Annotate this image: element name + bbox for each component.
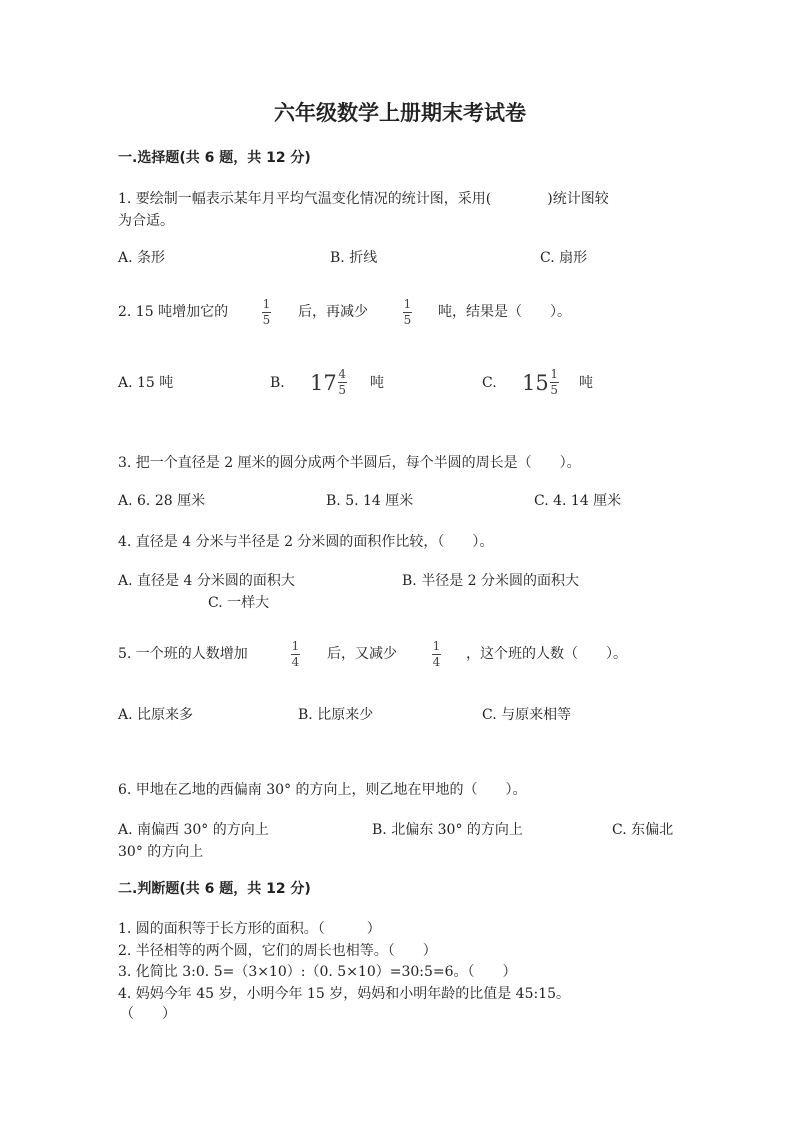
denominator: 5: [262, 313, 271, 327]
judgement-item: 1. 圆的面积等于长方形的面积。（ ）: [118, 921, 381, 937]
question-2-part1: 2. 15 吨增加它的: [118, 304, 229, 320]
q2-option-b-label: B.: [270, 375, 285, 391]
fraction: [550, 368, 559, 397]
q6-option-a: A. 南偏西 30° 的方向上: [118, 822, 269, 838]
numerator: 1: [291, 639, 300, 653]
denominator: 5: [403, 313, 412, 327]
q2-option-b-unit: 吨: [370, 375, 384, 391]
whole-part: 15: [522, 370, 549, 395]
q6-option-c-cont: 30° 的方向上: [118, 844, 204, 860]
numerator: 1: [432, 639, 441, 653]
judgement-item: 2. 半径相等的两个圆，它们的周长也相等。（ ）: [118, 943, 437, 959]
q1-option-a: A. 条形: [118, 250, 166, 266]
numerator: 1: [550, 367, 559, 381]
question-1-text: 1. 要绘制一幅表示某年月平均气温变化情况的统计图，采用( )统计图较: [118, 191, 609, 207]
q3-option-a: A. 6. 28 厘米: [118, 493, 206, 509]
q4-option-b: B. 半径是 2 分米圆的面积大: [402, 573, 579, 589]
question-4-text: 4. 直径是 4 分米与半径是 2 分米圆的面积作比较，（ ）。: [118, 534, 494, 550]
fraction: [432, 640, 441, 669]
fraction: [403, 298, 412, 327]
q6-option-c: C. 东偏北: [612, 822, 674, 838]
q5-option-a: A. 比原来多: [118, 707, 194, 723]
denominator: 5: [338, 383, 347, 397]
fraction: [262, 298, 271, 327]
denominator: 4: [432, 655, 441, 669]
q1-option-c: C. 扇形: [540, 250, 588, 266]
q2-option-c-label: C.: [482, 375, 497, 391]
question-5-part3: ，这个班的人数（ ）。: [466, 646, 627, 662]
question-1-text-cont: 为合适。: [118, 213, 174, 229]
question-2-part3: 吨，结果是（ ）。: [438, 304, 571, 320]
section-heading-judgement: 二.判断题(共 6 题，共 12 分): [118, 881, 311, 897]
whole-part: 17: [310, 370, 337, 395]
question-5-part2: 后，又减少: [327, 646, 397, 662]
q2-option-c-unit: 吨: [579, 375, 593, 391]
q5-option-c: C. 与原来相等: [482, 707, 572, 723]
q5-option-b: B. 比原来少: [298, 707, 374, 723]
question-2-part2: 后，再减少: [298, 304, 368, 320]
numerator: 1: [403, 297, 412, 311]
q4-option-c: C. 一样大: [208, 595, 270, 611]
numerator: 4: [338, 367, 347, 381]
q2-option-c-mixed-number: [522, 368, 559, 397]
q3-option-b: B. 5. 14 厘米: [326, 493, 414, 509]
q3-option-c: C. 4. 14 厘米: [534, 493, 622, 509]
question-3-text: 3. 把一个直径是 2 厘米的圆分成两个半圆后，每个半圆的周长是（ ）。: [118, 455, 581, 471]
judgement-item-cont: （ ）: [120, 1006, 176, 1022]
q6-option-b: B. 北偏东 30° 的方向上: [372, 822, 523, 838]
q2-option-a: A. 15 吨: [118, 375, 174, 391]
denominator: 5: [550, 383, 559, 397]
numerator: 1: [262, 297, 271, 311]
section-heading-choice: 一.选择题(共 6 题，共 12 分): [118, 150, 311, 166]
question-5-part1: 5. 一个班的人数增加: [118, 646, 248, 662]
q2-option-b-mixed-number: [310, 368, 347, 397]
q1-option-b: B. 折线: [330, 250, 378, 266]
fraction: [338, 368, 347, 397]
denominator: 4: [291, 655, 300, 669]
judgement-item: 4. 妈妈今年 45 岁，小明今年 15 岁，妈妈和小明年龄的比值是 45:15。: [118, 986, 571, 1002]
page-title: 六年级数学上册期末考试卷: [274, 100, 526, 125]
question-6-text: 6. 甲地在乙地的西偏南 30° 的方向上，则乙地在甲地的（ ）。: [118, 782, 527, 798]
q4-option-a: A. 直径是 4 分米圆的面积大: [118, 573, 295, 589]
judgement-item: 3. 化简比 3:0. 5=（3×10）:（0. 5×10）=30:5=6。（ ）: [118, 964, 517, 980]
fraction: [291, 640, 300, 669]
